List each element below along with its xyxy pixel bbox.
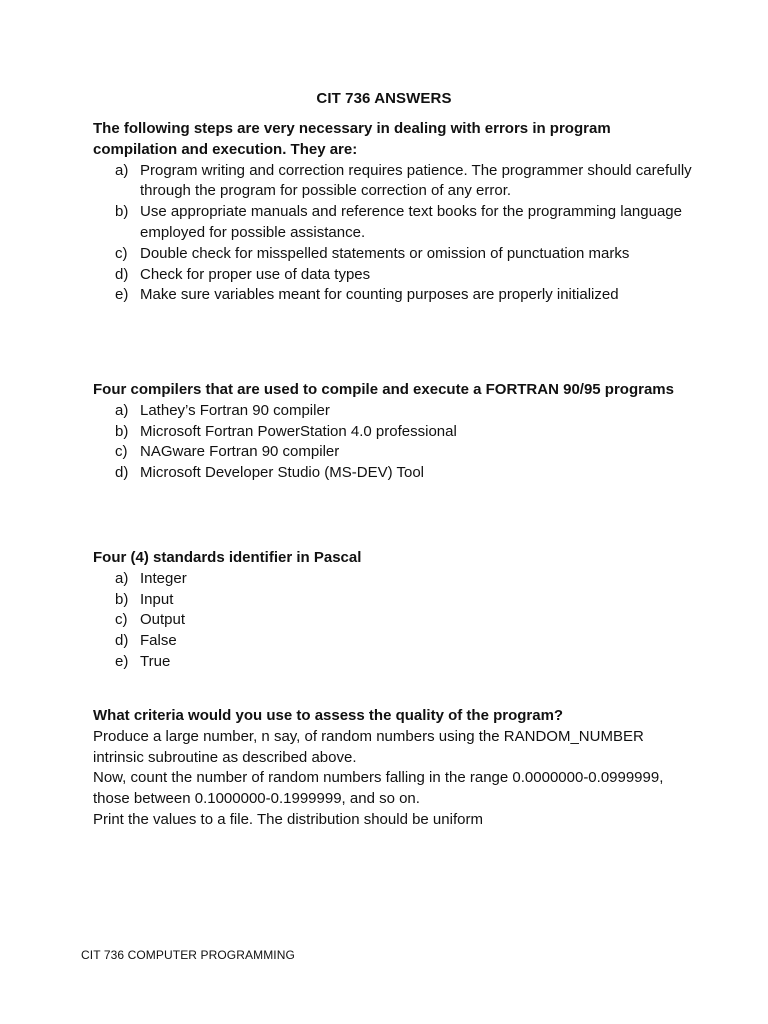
section-heading: The following steps are very necessary in dealing with errors in program compilation and execution. They are: bbox=[93, 120, 611, 158]
list-item-text: NAGware Fortran 90 compiler bbox=[140, 443, 340, 461]
list-item bbox=[93, 202, 693, 244]
pascal-identifiers-list bbox=[93, 569, 693, 673]
section-heading: Four compilers that are used to compile and execute a FORTRAN 90/95 programs bbox=[93, 381, 674, 398]
section-error-steps bbox=[93, 119, 693, 306]
list-item bbox=[93, 285, 693, 306]
list-item-text: Integer bbox=[140, 569, 187, 587]
list-item bbox=[93, 244, 693, 265]
list-item bbox=[93, 463, 693, 484]
paragraph: Now, count the number of random numbers falling in the range 0.0000000-0.0999999, those between 0.1000000-0.1999999, and so on. bbox=[93, 769, 664, 808]
list-item bbox=[93, 442, 693, 463]
list-item-text: False bbox=[140, 632, 177, 650]
document-title: CIT 736 ANSWERS bbox=[316, 90, 452, 107]
list-marker: b) bbox=[115, 422, 129, 440]
list-marker: c) bbox=[115, 611, 128, 629]
paragraph: Produce a large number, n say, of random numbers using the RANDOM_NUMBER intrinsic subroutine as described above. bbox=[93, 727, 644, 766]
list-marker: d) bbox=[115, 632, 129, 650]
section-heading: Four (4) standards identifier in Pascal bbox=[93, 549, 362, 566]
list-item bbox=[93, 590, 693, 611]
list-item-text: Check for proper use of data types bbox=[140, 265, 371, 283]
list-item-text: Microsoft Fortran PowerStation 4.0 professional bbox=[140, 422, 457, 440]
list-marker: e) bbox=[115, 652, 129, 670]
list-item bbox=[93, 422, 693, 443]
list-marker: a) bbox=[115, 161, 129, 179]
section-pascal-identifiers bbox=[93, 548, 693, 673]
list-item-text: Input bbox=[140, 590, 174, 608]
list-item bbox=[93, 161, 693, 203]
list-item bbox=[93, 631, 693, 652]
fortran-compilers-list bbox=[93, 401, 693, 484]
error-steps-list bbox=[93, 161, 693, 307]
list-marker: e) bbox=[115, 286, 129, 304]
list-item-text: Program writing and correction requires patience. The programmer should carefully through the program for possible correction of any error. bbox=[140, 161, 692, 200]
list-item-text: Make sure variables meant for counting purposes are properly initialized bbox=[140, 286, 619, 304]
list-item-text: Microsoft Developer Studio (MS-DEV) Tool bbox=[140, 464, 424, 482]
list-item-text: Lathey’s Fortran 90 compiler bbox=[140, 401, 330, 419]
list-marker: d) bbox=[115, 464, 129, 482]
list-marker: c) bbox=[115, 443, 128, 461]
section-fortran-compilers bbox=[93, 380, 693, 484]
list-item bbox=[93, 401, 693, 422]
list-marker: c) bbox=[115, 244, 128, 262]
list-marker: d) bbox=[115, 265, 129, 283]
list-item bbox=[93, 652, 693, 673]
list-marker: b) bbox=[115, 590, 129, 608]
list-item-text: Use appropriate manuals and reference text books for the programming language employed for possible assistance. bbox=[140, 203, 682, 241]
section-quality-criteria bbox=[93, 706, 668, 831]
list-item bbox=[93, 569, 693, 590]
list-marker: a) bbox=[115, 569, 129, 587]
list-item bbox=[93, 610, 693, 631]
page-footer: CIT 736 COMPUTER PROGRAMMING bbox=[81, 948, 295, 962]
paragraph: Print the values to a file. The distribution should be uniform bbox=[93, 810, 483, 828]
list-item-text: Output bbox=[140, 611, 186, 629]
section-heading: What criteria would you use to assess the quality of the program? bbox=[93, 707, 564, 724]
list-item-text: Double check for misspelled statements or omission of punctuation marks bbox=[140, 244, 630, 262]
list-marker: b) bbox=[115, 203, 129, 221]
list-item bbox=[93, 265, 693, 286]
list-item-text: True bbox=[140, 652, 171, 670]
list-marker: a) bbox=[115, 401, 129, 419]
